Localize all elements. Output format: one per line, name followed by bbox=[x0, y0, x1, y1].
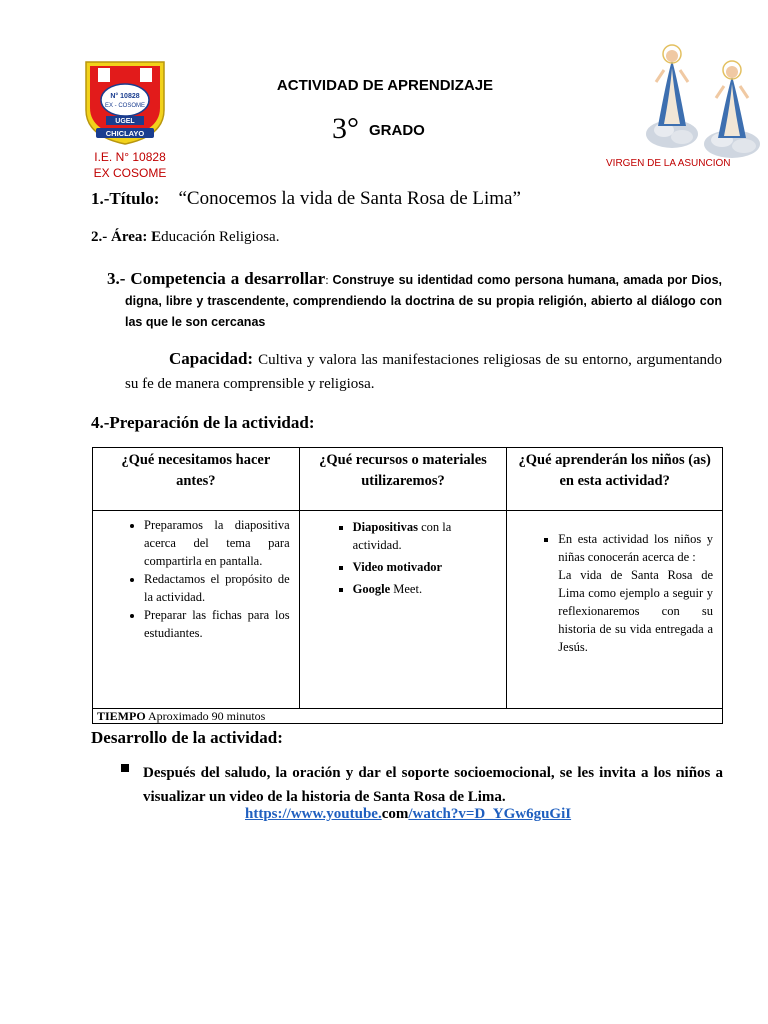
virgin-statue-image bbox=[636, 42, 768, 162]
time-label: TIEMPO bbox=[97, 709, 146, 723]
school-number: I.E. N° 10828 bbox=[94, 150, 166, 164]
area-value: ducación Religiosa. bbox=[161, 229, 280, 245]
list-item: • Preparar las fichas para los estudiantes. bbox=[144, 606, 290, 642]
table-header-row bbox=[93, 448, 723, 511]
table-header-cell: ¿Qué recursos o materiales utilizaremos? bbox=[299, 448, 507, 511]
area-initial: E bbox=[151, 229, 162, 245]
competence-colon: : bbox=[325, 273, 333, 287]
youtube-link-path[interactable]: /watch?v=D_YGw6guGiI bbox=[408, 806, 572, 822]
preparation-table bbox=[92, 447, 723, 724]
table-header-cell: ¿Qué aprenderán los niños (as) en esta actividad? bbox=[507, 448, 723, 511]
svg-text:CHICLAYO: CHICLAYO bbox=[105, 129, 145, 138]
square-bullet-icon bbox=[121, 764, 129, 772]
development-text: Después del saludo, la oración y dar el soporte socioemocional, se les invita a los niños a visualizar un video de la historia de Santa Rosa de Lima. bbox=[143, 765, 723, 805]
area-label: Área: bbox=[111, 229, 152, 245]
svg-text:EX - COSOME: EX - COSOME bbox=[104, 103, 146, 109]
area-line bbox=[91, 229, 279, 246]
capacity-paragraph bbox=[125, 347, 722, 396]
competence-text: Construye su identidad como persona humana, amada por Dios, digna, libre y trascendente, comprendiendo la doctrina de su propia religión, abierto al diálogo con las que le son cercanas bbox=[125, 273, 722, 329]
school-name bbox=[70, 149, 190, 181]
grade-heading bbox=[332, 112, 425, 146]
list-item: ▪ Google Meet. bbox=[353, 580, 498, 598]
preparation-heading: 4.-Preparación de la actividad: bbox=[91, 413, 315, 432]
capacity-label: Capacidad: bbox=[169, 349, 259, 368]
table-row bbox=[93, 511, 723, 709]
svg-text:UGEL: UGEL bbox=[115, 118, 135, 125]
youtube-link-line bbox=[245, 806, 571, 823]
capacity-text: Cultiva y valora las manifestaciones religiosas de su entorno, argumentando su fe de manera comprensible y religiosa. bbox=[125, 352, 722, 392]
grade-number: 3° bbox=[332, 112, 359, 145]
area-number: 2.- bbox=[91, 229, 111, 245]
list-item: ▪ En esta actividad los niños y niñas conocerán acerca de : La vida de Santa Rosa de Lima como ejemplo a seguir y reflexionaremos con su historia de su vida entregada a Jesús. bbox=[558, 530, 713, 656]
activity-title-line bbox=[91, 188, 521, 210]
competence-paragraph bbox=[107, 268, 722, 333]
list-item: • Preparamos la diapositiva acerca del tema para compartirla en pantalla. bbox=[144, 516, 290, 570]
svg-text:N° 10828: N° 10828 bbox=[110, 93, 140, 100]
title-value: “Conocemos la vida de Santa Rosa de Lima” bbox=[178, 188, 521, 209]
list-item: ▪ Video motivador bbox=[353, 558, 498, 576]
list-item: ▪ Diapositivas con la actividad. bbox=[353, 518, 498, 554]
youtube-link-part[interactable]: https://www.youtube. bbox=[245, 806, 382, 822]
school-crest-logo bbox=[82, 58, 168, 146]
table-cell-resources bbox=[299, 511, 507, 709]
development-heading: Desarrollo de la actividad: bbox=[91, 728, 283, 747]
table-cell-learning bbox=[507, 511, 723, 709]
competence-label: 3.- Competencia a desarrollar bbox=[107, 269, 326, 288]
grade-label: GRADO bbox=[369, 122, 425, 139]
school-subname: EX COSOME bbox=[93, 166, 167, 180]
time-cell bbox=[93, 709, 723, 724]
time-value: Aproximado 90 minutos bbox=[145, 709, 266, 723]
table-time-row bbox=[93, 709, 723, 724]
list-item: • Redactamos el propósito de la actividad. bbox=[144, 570, 290, 606]
title-label: 1.-Título: bbox=[91, 189, 160, 208]
table-cell-preparation bbox=[93, 511, 300, 709]
virgin-caption: VIRGEN DE LA ASUNCIÓN bbox=[606, 158, 731, 169]
document-title: ACTIVIDAD DE APRENDIZAJE bbox=[276, 77, 494, 94]
table-header-cell: ¿Qué necesitamos hacer antes? bbox=[93, 448, 300, 511]
youtube-link-domain[interactable]: com bbox=[381, 806, 409, 822]
